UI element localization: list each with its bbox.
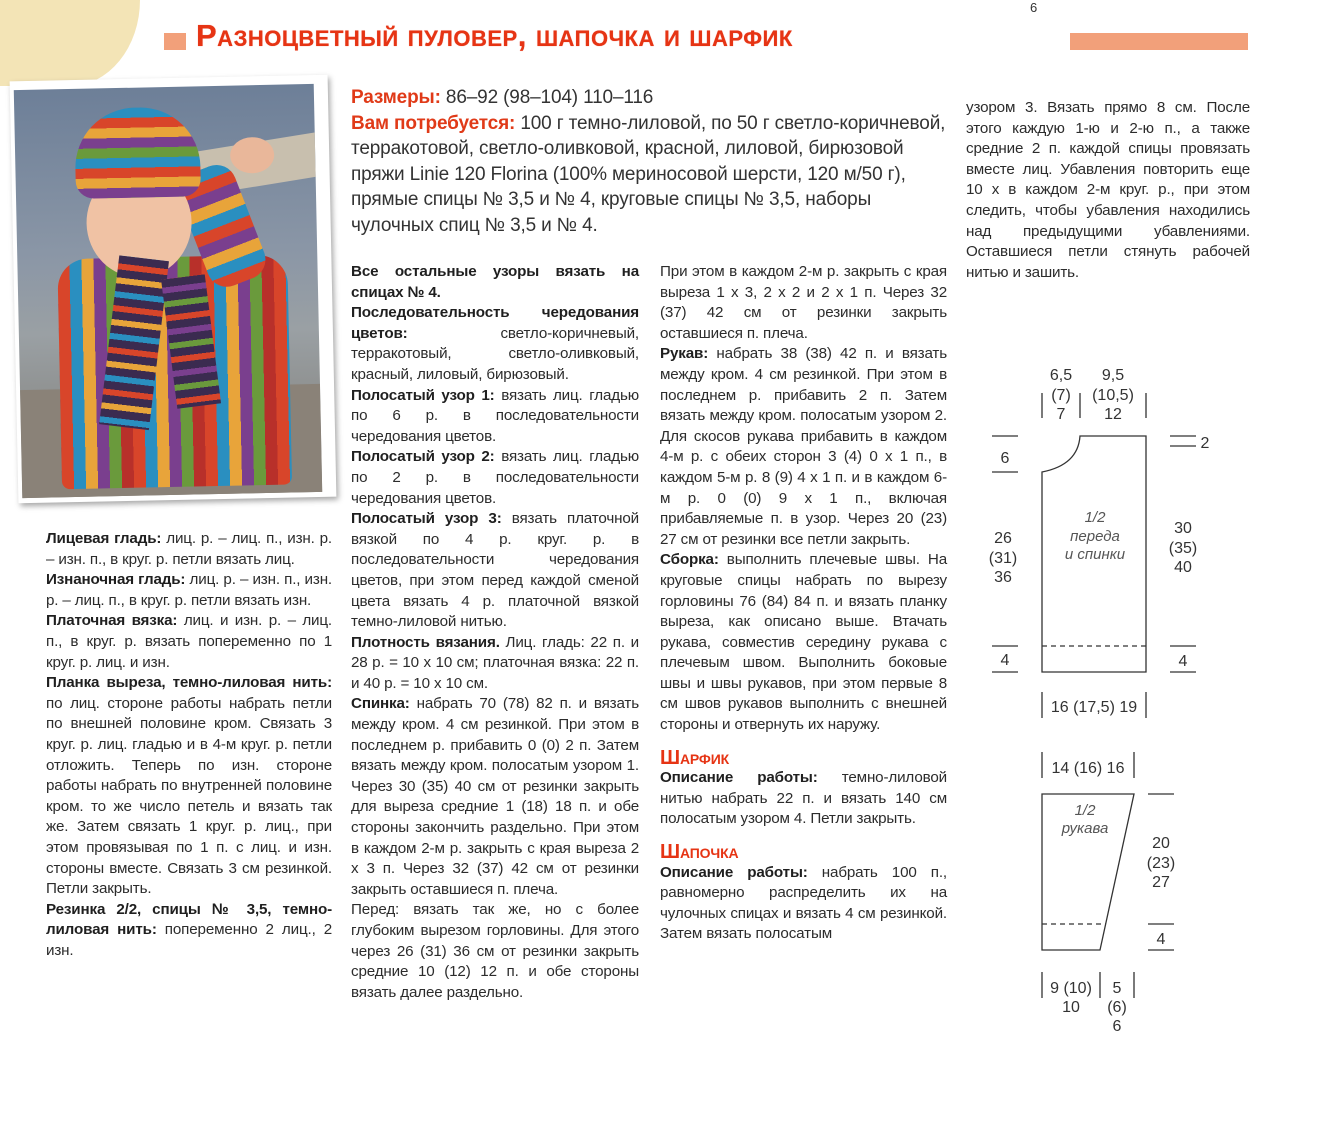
para-text: При этом в каждом 2-м р. закрыть с края выреза 1 x 3, 2 x 2 и 2 x 1 п. Через 32 (37) 42 см от резинки закрыть оставшиеся п. плеча. bbox=[660, 263, 947, 342]
para-text: лиц. р. – изн. п., изн. р. – лиц. п., в круг. р. петли вязать изн. bbox=[46, 571, 332, 609]
side-height-dim: (31) bbox=[988, 550, 1018, 567]
para-text: вязать лиц. гладью по 6 р. в последовательности чередования цветов. bbox=[351, 386, 639, 445]
total-height-dim: (35) bbox=[1168, 540, 1198, 557]
sleeve-rib-dim: 4 bbox=[1156, 931, 1166, 948]
para-text: лиц. р. – лиц. п., изн. р. – изн. п., в круг. р. петли вязать лиц. bbox=[46, 530, 333, 568]
para-text: узором 3. Вязать прямо 8 см. После этого каждую 1-ю и 2-ю п., а также средние 2 п. каждой спицы провязать вместе лиц. Убавления повторить еще 10 x в каждом 2-м круг. р., при этом следить, чтобы убавления находились над предыдущими убавлениями. Оставшиеся петли стянуть рабочей нитью и зашить. bbox=[966, 99, 1250, 281]
total-height-dim: 30 bbox=[1174, 520, 1192, 537]
side-height-dim: 36 bbox=[994, 569, 1012, 586]
sleeve-bottom-width-dim: 10 bbox=[1062, 999, 1080, 1016]
para-label: Последовательность чередования цветов: bbox=[351, 304, 639, 342]
neck-width-dim: 7 bbox=[1056, 406, 1066, 423]
scarf-heading: Шарфик bbox=[660, 746, 730, 769]
hat-heading: Шапочка bbox=[660, 841, 739, 864]
para-text: темно-лиловой нитью набрать 22 п. и вязать 140 см полосатым узором 4. Петли закрыть. bbox=[660, 769, 947, 828]
sleeve-piece-label: 1/2 bbox=[1074, 802, 1096, 819]
para-text: лиц. и изн. р. – лиц. п., в круг. р. вязать попеременно по 1 круг. р. лиц. и изн. bbox=[46, 612, 333, 671]
para-text: вязать платочной вязкой по 4 р. круг. р. в последовательности чередования цветов, при этом перед каждой сменой цвета вязать 4 р. платочной вязкой темно-лиловой нитью. bbox=[351, 510, 639, 631]
para-label: Описание работы: bbox=[660, 863, 808, 881]
sleeve-top-width-dim: 14 (16) 16 bbox=[1051, 760, 1125, 777]
para-label: Описание работы: bbox=[660, 769, 818, 787]
para-label: Рукав: bbox=[660, 345, 709, 363]
para-text: попеременно 2 лиц., 2 изн. bbox=[46, 921, 332, 959]
sizes-label: Размеры: bbox=[351, 87, 441, 108]
body-piece-label: и спинки bbox=[1064, 546, 1126, 563]
para-text: Лиц. гладь: 22 п. и 28 р. = 10 x 10 см; платочная вязка: 22 п. и 40 р. = 10 x 10 см. bbox=[351, 633, 639, 692]
neck-depth-dim: 6 bbox=[1000, 450, 1010, 467]
sleeve-taper-dim: (6) bbox=[1107, 999, 1127, 1016]
total-height-dim: 40 bbox=[1174, 559, 1192, 576]
para-label: Платочная вязка: bbox=[46, 612, 178, 630]
shoulder-width-dim: 9,5 bbox=[1101, 367, 1125, 384]
sleeve-height-dim: 27 bbox=[1152, 874, 1170, 891]
sleeve-height-dim: (23) bbox=[1146, 855, 1176, 872]
body-piece-label: переда bbox=[1070, 528, 1120, 545]
materials-value: 100 г темно-лиловой, по 50 г светло-коричневой, терракотовой, светло-оливковой, красной, лиловой, бирюзовой пряжи Linie 120 Florina (100% мериносовой шерсти, 120 м/50 г), прямые спицы № 3,5 и № 4, круговые спицы № 3,5, наборы чулочных спиц № 3,5 и № 4. bbox=[351, 112, 946, 236]
para-label: Резинка 2/2, спицы № 3,5, темно-лиловая нить: bbox=[46, 900, 332, 939]
para-label: Все остальные узоры вязать на спицах № 4. bbox=[351, 263, 639, 301]
para-label: Полосатый узор 2: bbox=[351, 448, 495, 466]
shoulder-drop-dim: 2 bbox=[1200, 435, 1210, 452]
para-text: набрать 38 (38) 42 п. и вязать между кром. 4 см резинкой. При этом в последнем р. прибавить 2 п. Затем вязать между кром. полосатым узором 2. Для скосов рукава прибавить в каждом 4-м р. с обеих сторон 3 (4) 0 x 1 п., в каждом 5-м р. 8 (9) 4 x 1 п. и в каждом 6-м р. 0 (0) 9 x 1 п., включая прибавляемые п. в узор. Через 20 (23) 27 см от резинки все петли закрыть. bbox=[660, 345, 947, 548]
para-text: набрать 100 п., равномерно распределить их на чулочных спицах и вязать 4 см резинкой. Затем вязать полосатым bbox=[660, 863, 947, 943]
body-width-dim: 16 (17,5) 19 bbox=[1050, 699, 1138, 716]
para-label: Планка выреза, темно-лиловая нить: bbox=[46, 674, 332, 692]
page-number: 6 bbox=[1030, 0, 1038, 15]
page-title: Разноцветный пуловер, шапочка и шарфик bbox=[196, 18, 793, 53]
rib-height-dim: 4 bbox=[1178, 653, 1188, 670]
shoulder-width-dim: (10,5) bbox=[1092, 387, 1134, 404]
para-text: выполнить плечевые швы. На круговые спицы набрать по вырезу горловины 76 (84) 84 п. и вязать планку выреза, как описано выше. Втачать рукава, совместив середину рукава с плечевым швом. Выполнить боковые швы и швы рукавов, при этом первые 8 см швов рукавов выполнить с внешней стороны и отвернуть их наружу. bbox=[660, 551, 947, 734]
para-label: Плотность вязания. bbox=[351, 633, 500, 651]
sleeve-piece-label: рукава bbox=[1061, 820, 1109, 837]
para-text: светло-коричневый, терракотовый, светло-оливковый, красный, лиловый, бирюзовый. bbox=[351, 324, 639, 383]
para-label: Полосатый узор 1: bbox=[351, 386, 495, 404]
para-text: набрать 70 (78) 82 п. и вязать между кром. 4 см резинкой. При этом в последнем р. прибавить 0 (0) 2 п. Затем вязать между кром. полосатым узором 1. Через 30 (35) 40 см от резинки закрыть для выреза средние 1 (18) 18 п. и обе стороны закончить раздельно. При этом в каждом 2-м р. закрыть с края выреза 2 x 3 п. Через 32 (37) 42 см от резинки закрыть оставшиеся п. плеча. bbox=[351, 695, 639, 898]
side-height-dim: 26 bbox=[994, 530, 1012, 547]
para-text: Перед: вязать так же, но с более глубоким вырезом горловины. Для этого через 26 (31) 36 см от резинки закрыть средние 10 (12) 12 п. и обе стороны вязать далее раздельно. bbox=[351, 901, 639, 1001]
rib-height-dim: 4 bbox=[1000, 652, 1010, 669]
sleeve-bottom-width-dim: 9 (10) bbox=[1050, 980, 1092, 997]
materials-label: Вам потребуется: bbox=[351, 112, 516, 134]
para-label: Изнаночная гладь: bbox=[46, 571, 186, 589]
neck-width-dim: 6,5 bbox=[1049, 367, 1073, 384]
para-label: Полосатый узор 3: bbox=[351, 510, 502, 528]
sizes-value: 86–92 (98–104) 110–116 bbox=[440, 87, 654, 108]
neck-width-dim: (7) bbox=[1051, 387, 1071, 404]
para-text: вязать лиц. гладью по 2 р. в последовательности чередования цветов. bbox=[351, 448, 639, 507]
body-piece-label: 1/2 bbox=[1084, 509, 1106, 526]
para-text: по лиц. стороне работы набрать петли по внешней половине кром. Связать 3 круг. р. лиц. гладью и в 4-м круг. р. петли отложить. Теперь по изн. стороне работы набрать по внутренней половине кром. то же число петель и вязать так же. Затем связать 1 круг. р. лиц., при этом провязывая по 1 п. с лиц. и изн. стороны вместе. Связать 3 см резинкой. Петли закрыть. bbox=[46, 694, 332, 898]
sleeve-taper-dim: 6 bbox=[1112, 1018, 1122, 1035]
para-label: Сборка: bbox=[660, 551, 719, 569]
para-label: Лицевая гладь: bbox=[46, 530, 162, 547]
sleeve-taper-dim: 5 bbox=[1112, 980, 1122, 997]
sleeve-height-dim: 20 bbox=[1152, 835, 1170, 852]
shoulder-width-dim: 12 bbox=[1104, 406, 1122, 423]
para-label: Спинка: bbox=[351, 695, 410, 713]
